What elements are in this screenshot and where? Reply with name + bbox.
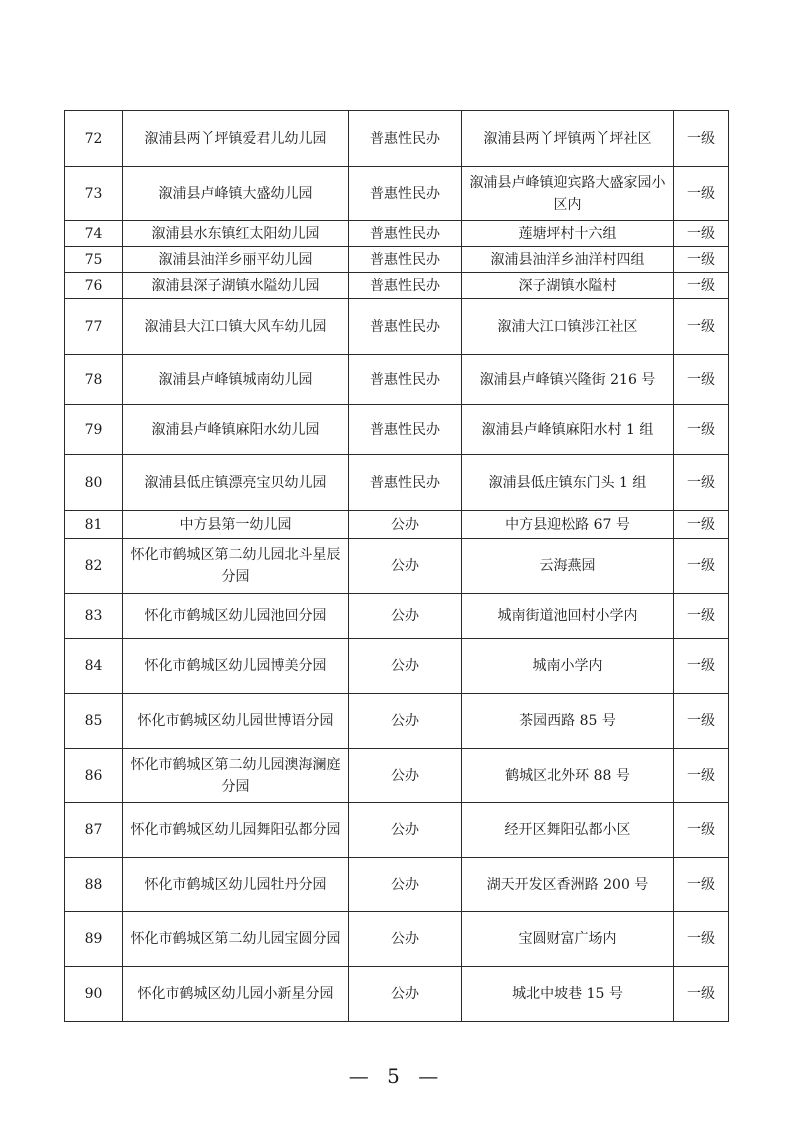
address: 经开区舞阳弘都小区: [462, 803, 674, 858]
table-row: [65, 355, 729, 405]
address: 莲塘坪村十六组: [462, 221, 674, 247]
row-number: 82: [65, 539, 123, 594]
kindergarten-name: 怀化市鹤城区第二幼儿园澳海澜庭分园: [123, 749, 349, 803]
kindergarten-name: 溆浦县低庄镇漂亮宝贝幼儿园: [123, 455, 349, 511]
address: 城南街道池回村小学内: [462, 594, 674, 639]
row-number: 86: [65, 749, 123, 803]
row-number: 76: [65, 273, 123, 299]
rating-level: 一级: [674, 912, 729, 967]
row-number: 83: [65, 594, 123, 639]
table-row: [65, 511, 729, 539]
table-row: [65, 858, 729, 912]
address: 城南小学内: [462, 639, 674, 694]
rating-level: 一级: [674, 273, 729, 299]
kindergarten-name: 怀化市鹤城区幼儿园小新星分园: [123, 967, 349, 1022]
rating-level: 一级: [674, 967, 729, 1022]
rating-level: 一级: [674, 221, 729, 247]
address: 溆浦县两丫坪镇两丫坪社区: [462, 111, 674, 167]
address: 溆浦县卢峰镇麻阳水村 1 组: [462, 405, 674, 455]
address: 溆浦县低庄镇东门头 1 组: [462, 455, 674, 511]
kindergarten-name: 溆浦县油洋乡丽平幼儿园: [123, 247, 349, 273]
row-number: 77: [65, 299, 123, 355]
address: 城北中坡巷 15 号: [462, 967, 674, 1022]
kindergarten-name: 溆浦县两丫坪镇爱君儿幼儿园: [123, 111, 349, 167]
kindergarten-name: 怀化市鹤城区幼儿园池回分园: [123, 594, 349, 639]
table-row: [65, 111, 729, 167]
ownership-type: 公办: [349, 967, 462, 1022]
kindergarten-name: 溆浦县卢峰镇城南幼儿园: [123, 355, 349, 405]
rating-level: 一级: [674, 539, 729, 594]
table-row: [65, 594, 729, 639]
row-number: 75: [65, 247, 123, 273]
address: 溆浦大江口镇涉江社区: [462, 299, 674, 355]
address: 云海燕园: [462, 539, 674, 594]
row-number: 88: [65, 858, 123, 912]
ownership-type: 普惠性民办: [349, 355, 462, 405]
kindergarten-name: 怀化市鹤城区幼儿园舞阳弘都分园: [123, 803, 349, 858]
row-number: 78: [65, 355, 123, 405]
kindergarten-name: 溆浦县卢峰镇麻阳水幼儿园: [123, 405, 349, 455]
rating-level: 一级: [674, 694, 729, 749]
ownership-type: 公办: [349, 912, 462, 967]
row-number: 79: [65, 405, 123, 455]
table-row: [65, 694, 729, 749]
kindergarten-name: 溆浦县水东镇红太阳幼儿园: [123, 221, 349, 247]
rating-level: 一级: [674, 247, 729, 273]
ownership-type: 公办: [349, 858, 462, 912]
ownership-type: 普惠性民办: [349, 167, 462, 221]
address: 溆浦县卢峰镇迎宾路大盛家园小区内: [462, 167, 674, 221]
rating-level: 一级: [674, 167, 729, 221]
row-number: 73: [65, 167, 123, 221]
table-row: [65, 967, 729, 1022]
rating-level: 一级: [674, 858, 729, 912]
ownership-type: 普惠性民办: [349, 299, 462, 355]
page-number: — 5 —: [348, 1064, 445, 1088]
row-number: 81: [65, 511, 123, 539]
rating-level: 一级: [674, 299, 729, 355]
address: 溆浦县卢峰镇兴隆街 216 号: [462, 355, 674, 405]
table-row: [65, 405, 729, 455]
ownership-type: 普惠性民办: [349, 221, 462, 247]
rating-level: 一级: [674, 111, 729, 167]
ownership-type: 普惠性民办: [349, 455, 462, 511]
kindergarten-name: 怀化市鹤城区第二幼儿园北斗星辰分园: [123, 539, 349, 594]
rating-level: 一级: [674, 511, 729, 539]
table-row: [65, 912, 729, 967]
address: 宝圆财富广场内: [462, 912, 674, 967]
rating-level: 一级: [674, 355, 729, 405]
kindergarten-name: 怀化市鹤城区第二幼儿园宝圆分园: [123, 912, 349, 967]
rating-level: 一级: [674, 594, 729, 639]
table-row: [65, 167, 729, 221]
rating-level: 一级: [674, 405, 729, 455]
ownership-type: 公办: [349, 803, 462, 858]
kindergarten-table: [64, 110, 729, 1022]
ownership-type: 普惠性民办: [349, 405, 462, 455]
row-number: 89: [65, 912, 123, 967]
address: 中方县迎松路 67 号: [462, 511, 674, 539]
row-number: 80: [65, 455, 123, 511]
row-number: 84: [65, 639, 123, 694]
row-number: 90: [65, 967, 123, 1022]
ownership-type: 普惠性民办: [349, 111, 462, 167]
table-row: [65, 299, 729, 355]
ownership-type: 公办: [349, 639, 462, 694]
ownership-type: 公办: [349, 511, 462, 539]
kindergarten-name: 溆浦县深子湖镇水隘幼儿园: [123, 273, 349, 299]
kindergarten-name: 怀化市鹤城区幼儿园牡丹分园: [123, 858, 349, 912]
ownership-type: 公办: [349, 594, 462, 639]
rating-level: 一级: [674, 455, 729, 511]
address: 鹤城区北外环 88 号: [462, 749, 674, 803]
table-row: [65, 749, 729, 803]
ownership-type: 公办: [349, 694, 462, 749]
kindergarten-name: 怀化市鹤城区幼儿园博美分园: [123, 639, 349, 694]
rating-level: 一级: [674, 803, 729, 858]
table-body: [65, 111, 729, 1022]
address: 深子湖镇水隘村: [462, 273, 674, 299]
table-row: [65, 221, 729, 247]
ownership-type: 普惠性民办: [349, 273, 462, 299]
address: 溆浦县油洋乡油洋村四组: [462, 247, 674, 273]
row-number: 72: [65, 111, 123, 167]
ownership-type: 普惠性民办: [349, 247, 462, 273]
table-row: [65, 539, 729, 594]
ownership-type: 公办: [349, 539, 462, 594]
kindergarten-name: 中方县第一幼儿园: [123, 511, 349, 539]
table-row: [65, 639, 729, 694]
rating-level: 一级: [674, 749, 729, 803]
row-number: 87: [65, 803, 123, 858]
kindergarten-name: 溆浦县大江口镇大风车幼儿园: [123, 299, 349, 355]
kindergarten-name: 怀化市鹤城区幼儿园世博语分园: [123, 694, 349, 749]
table-row: [65, 455, 729, 511]
table-row: [65, 247, 729, 273]
ownership-type: 公办: [349, 749, 462, 803]
rating-level: 一级: [674, 639, 729, 694]
table-row: [65, 803, 729, 858]
table-row: [65, 273, 729, 299]
row-number: 74: [65, 221, 123, 247]
address: 茶园西路 85 号: [462, 694, 674, 749]
kindergarten-name: 溆浦县卢峰镇大盛幼儿园: [123, 167, 349, 221]
address: 湖天开发区香洲路 200 号: [462, 858, 674, 912]
row-number: 85: [65, 694, 123, 749]
